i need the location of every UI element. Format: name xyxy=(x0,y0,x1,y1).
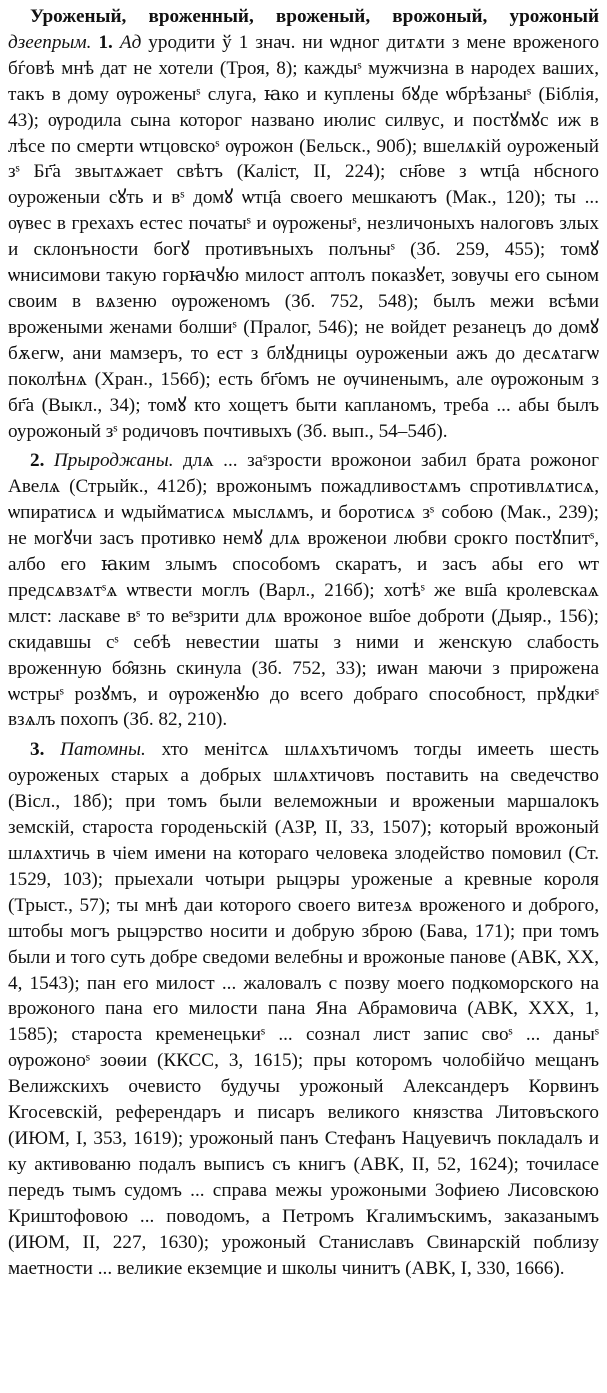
sense-1-body: уродити ў 1 знач. ни ѡдног дитѧти з мене вроженого бѓовѣ мнѣ дат не хотели (Троя, 8); каждыˢ мужчизна в народех ваших, такъ в дому ѹроженыˢ слуга, ꙗко и куплены бꙋде ѡбрѣзаныˢ (Біблія, 43); ѹродила сына которог названо июлис силвус, и постꙋмꙋс иж в лѣсе по смерти ѡтцовскоˢ ѹрожон (Бельск., 90б); вшелѧкій оуроженый зˢ Бг҃а звытѧжает свѣтъ (Каліст, II, 224); сн҃ове з ѡтц҃а нбсного оуроженыи сꙋть и вˢ домꙋ ѡтц҃а своего мешкаютъ (Мак., 120); ты ... ѹвес в грехахъ естес початыˢ и ѹроженыˢ, незличоныхъ налоговъ злых и склонъности богꙋ противъныхъ полъныˢ (Зб. 259, 455); томꙋ ѡнисимови такую горꙗчꙋю милост аптолъ показꙋет, зовучы его сыном своим в вѧзеню ѹроженомъ (Зб. 752, 548); былъ межи всѣми врожеными женами болшиˢ (Пралог, 546); не войдет резанецъ до домꙋ бѫегѡ, ани мамзеръ, то ест з блꙋдницы оуроженыи ажъ до десѧтагѡ поколѣнѧ (Хран., 156б); есть бг҃омъ не ѹчиненымъ, але ѹрожоным з бг҃а (Выкл., 34); томꙋ кто хощетъ быти капланомъ, треба ... абы былъ оурожоный зˢ родичовъ почтивыхъ (Зб. вып., 54–54б). xyxy=(8,31,600,442)
sense-1-subgloss: Ад xyxy=(119,31,142,53)
sense-2-number: 2. xyxy=(30,450,45,472)
sense-2-gloss: Прыроджаны. xyxy=(53,450,174,472)
entry-sense-1 xyxy=(8,4,599,444)
sense-3-gloss: Патомны. xyxy=(60,739,146,761)
entry-sense-3 xyxy=(8,737,599,1281)
entry-sense-2 xyxy=(8,448,599,733)
sense-1-number: 1. xyxy=(98,31,113,53)
entry-headword: Уроженый, вроженный, вроженый, врожоный, урожоный xyxy=(30,6,599,27)
sense-2-body: длѧ ... заˢзрости врожонои забил брата рожоног Авелѧ (Стрыйк., 412б); врожонымъ пожадливостѧмъ спротивлѧтисѧ, ѡпиратисѧ и ѡдыйматисѧ мыслѧмъ, и боротисѧ зˢ собою (Мак., 239); не могꙋчи засъ противко немꙋ длѧ вроженои любви срокго постꙋпитˢ, албо его ꙗким злымъ способомъ скаратъ, и засъ абы его ѡт предсѧвзѧтˢѧ ѡтвести моглъ (Варл., 216б); хотѣˢ же вш҃а кролевскаѧ млст: ласкаве вˢ то веˢзрити длѧ врожоное вш҃ое доброти (Дыяр., 156); скидавшы сˢ себѣ невестии шаты з ними и женскую слабость вроженную бо̑язнь скинула (Зб. 752, 33); иѡан маючи з прирожена ѡстрыˢ розꙋмъ, и ѹроженꙋю до всего добраго способност, прꙋдкиˢ взѧлъ похопъ (Зб. 82, 210). xyxy=(8,450,600,731)
sense-3-number: 3. xyxy=(30,739,45,761)
sense-3-body: хто менітсѧ шлѧхътичомъ тогды имееть шесть оуроженых старых а добрых шлѧхтичовъ поставить на сведечство (Вісл., 18б); при томъ были велеможныи и вроженыи маршалокъ земскій, староста городеньскій (АЗР, II, 33, 1507); который врожоный шлѧхтичь в чіем имени на котораго человека злодейство помовил (Ст. 1529, 103); прыехали чотыри рыцэры уроженые а кревные короля (Трыст., 57); ты мнѣ даи которого своего витезѧ вроженого и доброго, штобы могъ рыцэрство носити и добрую зброю (Бава, 171); при томъ были и того суть добре сведоми велебны и врожоные панове (АВК, XX, 4, 1543); пан его милост ... жаловалъ с позву моего подкоморского на врожоного пана его милости пана Яна Абрамовича (АВК, XXX, 1, 1585); староста кременецькиˢ ... сознал лист запис своˢ ... даныˢ ѹрожоноˢ зоѳии (ККСС, 3, 1615); пры которомъ чолобійчо мещанъ Велижскихъ очевисто будучы урожоный Александеръ Корвинъ Кгосевскій, референдаръ и писаръ великого князства Литовъского (ИЮМ, I, 353, 1619); урожоный панъ Стефанъ Нацуевичъ покладалъ и ку активованю подалъ выписъ съ книгъ (АВК, II, 52, 1624); точиласе передъ тымъ судомъ ... справа межы урожоными Зофиею Лисовскою Криштофовою ... поводомъ, а Петромъ Кгалимъскимъ, заказанымъ (ИЮМ, II, 227, 1630); урожоный Станиславъ Свинарскій поблизу маетности ... великие екземцие и школы чинитъ (АВК, I, 330, 1666). xyxy=(8,739,600,1279)
sense-1-gloss: дзеепрым. xyxy=(8,31,92,53)
